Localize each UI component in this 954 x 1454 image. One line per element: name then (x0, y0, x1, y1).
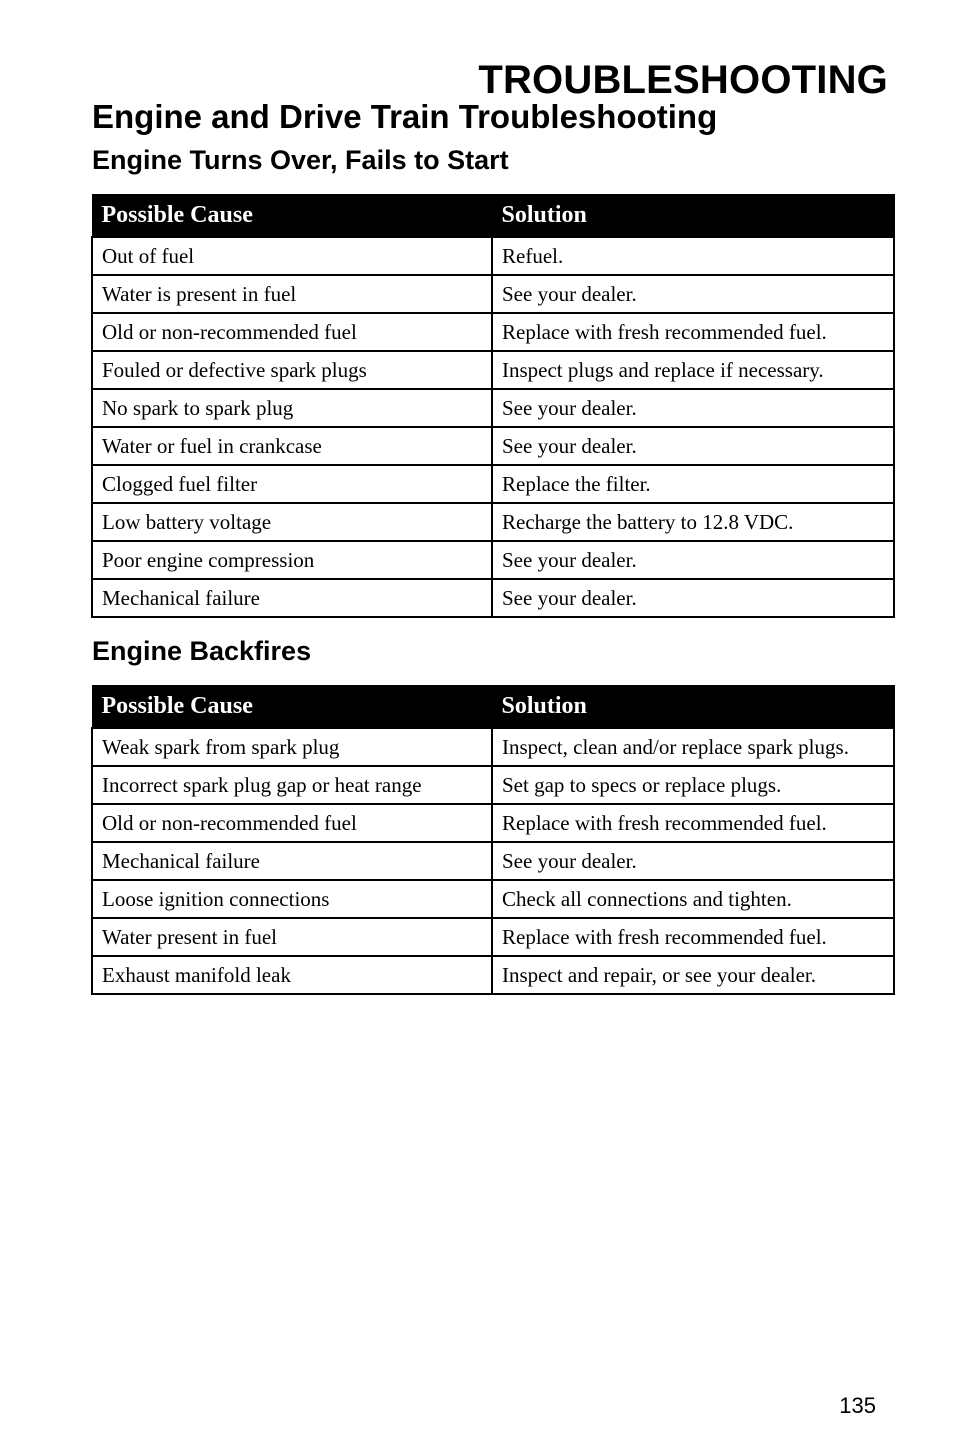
cell-solution: See your dealer. (492, 579, 894, 617)
cell-possible-cause: Mechanical failure (92, 842, 492, 880)
column-header-possible-cause: Possible Cause (92, 685, 492, 728)
table-row (92, 956, 894, 994)
cell-possible-cause: Old or non-recommended fuel (92, 804, 492, 842)
cell-solution: Inspect, clean and/or replace spark plugs. (492, 728, 894, 766)
cell-possible-cause: Exhaust manifold leak (92, 956, 492, 994)
table-title-backfires: Engine Backfires (92, 636, 312, 666)
cell-possible-cause: Mechanical failure (92, 579, 492, 617)
cell-solution: Replace with fresh recommended fuel. (492, 804, 894, 842)
troubleshooting-table-backfires (91, 685, 895, 995)
table-row (92, 728, 894, 766)
cell-possible-cause: Poor engine compression (92, 541, 492, 579)
cell-solution: Replace with fresh recommended fuel. (492, 918, 894, 956)
table-row (92, 237, 894, 275)
cell-possible-cause: Out of fuel (92, 237, 492, 275)
cell-solution: Recharge the battery to 12.8 VDC. (492, 503, 894, 541)
cell-solution: Inspect plugs and replace if necessary. (492, 351, 894, 389)
table-row (92, 389, 894, 427)
column-header-solution: Solution (492, 194, 894, 237)
cell-possible-cause: Fouled or defective spark plugs (92, 351, 492, 389)
cell-possible-cause: Clogged fuel filter (92, 465, 492, 503)
cell-solution: See your dealer. (492, 842, 894, 880)
column-header-possible-cause: Possible Cause (92, 194, 492, 237)
table-row (92, 275, 894, 313)
page-header: TROUBLESHOOTING (478, 58, 888, 102)
table-row (92, 842, 894, 880)
cell-solution: Set gap to specs or replace plugs. (492, 766, 894, 804)
cell-possible-cause: Low battery voltage (92, 503, 492, 541)
cell-solution: Check all connections and tighten. (492, 880, 894, 918)
table-row (92, 427, 894, 465)
table-row (92, 804, 894, 842)
table-row (92, 918, 894, 956)
cell-solution: Replace with fresh recommended fuel. (492, 313, 894, 351)
cell-solution: Inspect and repair, or see your dealer. (492, 956, 894, 994)
cell-possible-cause: Weak spark from spark plug (92, 728, 492, 766)
table-row (92, 766, 894, 804)
section-title: Engine and Drive Train Troubleshooting (92, 98, 718, 135)
cell-solution: See your dealer. (492, 389, 894, 427)
cell-solution: See your dealer. (492, 275, 894, 313)
table-title-fails-to-start: Engine Turns Over, Fails to Start (92, 145, 509, 175)
cell-possible-cause: Incorrect spark plug gap or heat range (92, 766, 492, 804)
cell-possible-cause: No spark to spark plug (92, 389, 492, 427)
table-row (92, 541, 894, 579)
page-number: 135 (839, 1393, 876, 1418)
cell-possible-cause: Loose ignition connections (92, 880, 492, 918)
table-row (92, 503, 894, 541)
cell-possible-cause: Water is present in fuel (92, 275, 492, 313)
troubleshooting-table-fails-to-start (91, 194, 895, 618)
cell-possible-cause: Water or fuel in crankcase (92, 427, 492, 465)
cell-possible-cause: Water present in fuel (92, 918, 492, 956)
cell-solution: Refuel. (492, 237, 894, 275)
table-row (92, 313, 894, 351)
table-header-row (92, 194, 894, 237)
table-row (92, 880, 894, 918)
table-row (92, 579, 894, 617)
table-header-row (92, 685, 894, 728)
cell-solution: See your dealer. (492, 541, 894, 579)
table-row (92, 465, 894, 503)
cell-solution: See your dealer. (492, 427, 894, 465)
table-row (92, 351, 894, 389)
column-header-solution: Solution (492, 685, 894, 728)
cell-possible-cause: Old or non-recommended fuel (92, 313, 492, 351)
cell-solution: Replace the filter. (492, 465, 894, 503)
